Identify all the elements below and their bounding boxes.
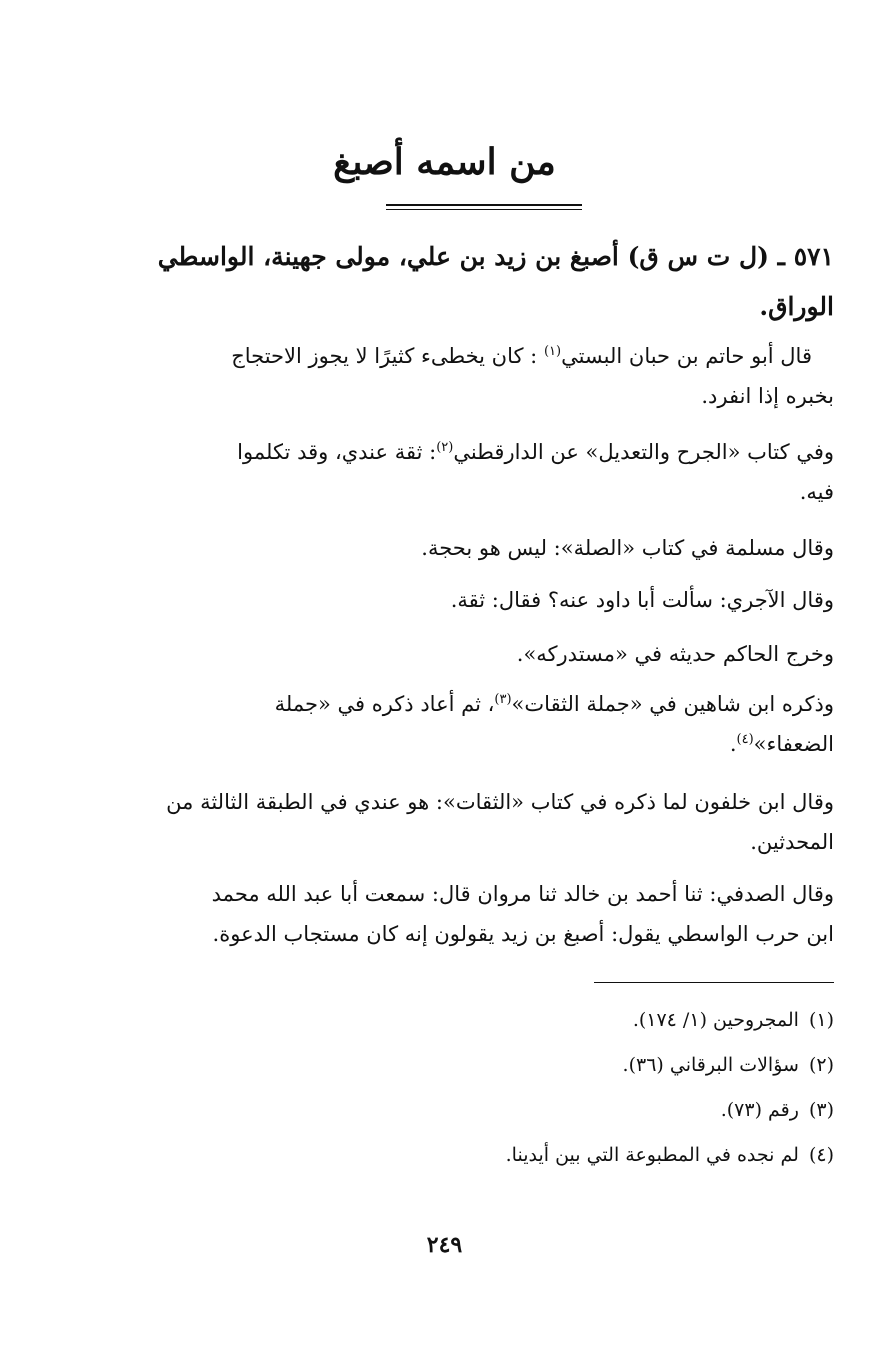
paragraph-line: بخبره إذا انفرد. xyxy=(701,384,834,408)
paragraph-line: وقال مسلمة في كتاب «الصلة»: ليس هو بحجة. xyxy=(421,536,834,560)
paragraph-ibn-khalfun xyxy=(136,782,834,862)
footnote-ref[interactable]: (٢) xyxy=(436,440,454,455)
paragraph-line: الضعفاء»$^{(٤)}$. xyxy=(729,732,834,756)
footnote-item xyxy=(136,1088,834,1133)
footnote-item xyxy=(136,1043,834,1088)
paragraph-line: وقال الصدفي: ثنا أحمد بن خالد ثنا مروان قال: سمعت أبا عبد الله محمد xyxy=(211,882,834,906)
footnote-ref[interactable]: (٤) xyxy=(736,732,754,747)
paragraph-jarh-tadil xyxy=(136,432,834,512)
footnote-item xyxy=(136,1133,834,1178)
entry-heading-line-1: ٥٧١ ـ (ل ت س ق) أصبغ بن زيد بن علي، مولى جهينة، الواسطي xyxy=(157,242,834,271)
section-title: من اسمه أصبغ xyxy=(333,141,556,183)
paragraph-line: قال أبو حاتم بن حبان البستي$^{(١)}$ : كان يخطىء كثيرًا لا يجوز الاحتجاج xyxy=(231,344,812,368)
footnote-number: (٢) xyxy=(808,1054,834,1076)
paragraph-line: وخرج الحاكم حديثه في «مستدركه». xyxy=(516,642,834,666)
paragraph-line: ابن حرب الواسطي يقول: أصبغ بن زيد يقولون إنه كان مستجاب الدعوة. xyxy=(212,922,834,946)
paragraph-line: وفي كتاب «الجرح والتعديل» عن الدارقطني$^{(٢)}$: ثقة عندي، وقد تكلموا xyxy=(237,440,834,464)
footnote-separator xyxy=(594,982,834,983)
paragraph-ibn-hibban xyxy=(136,336,834,416)
footnote-number: (٣) xyxy=(808,1099,834,1121)
footnote-text: سؤالات البرقاني (٣٦). xyxy=(622,1054,799,1076)
page-number: ٢٤٩ xyxy=(426,1232,463,1258)
title-underline xyxy=(386,204,582,206)
entry-heading-line-2: الوراق. xyxy=(759,292,834,321)
footnote-number: (٤) xyxy=(808,1144,834,1166)
paragraph-maslama xyxy=(136,528,834,568)
footnote-ref[interactable]: (١) xyxy=(543,344,562,359)
paragraph-line: وذكره ابن شاهين في «جملة الثقات»$^{(٣)}$، ثم أعاد ذكره في «جملة xyxy=(274,692,834,716)
paragraph-sadafi xyxy=(136,874,834,954)
footnote-text: لم نجده في المطبوعة التي بين أيدينا. xyxy=(505,1144,799,1166)
paragraph-hakim xyxy=(136,634,834,674)
footnote-text: المجروحين (١/ ١٧٤). xyxy=(632,1009,799,1031)
footnotes-list xyxy=(136,998,834,1178)
footnote-ref[interactable]: (٣) xyxy=(494,692,512,707)
footnote-text: رقم (٧٣). xyxy=(720,1099,799,1121)
footnote-item xyxy=(136,998,834,1043)
paragraph-line: فيه. xyxy=(799,480,834,504)
footnote-number: (١) xyxy=(808,1009,834,1031)
paragraph-ibn-shahin xyxy=(136,684,834,764)
paragraph-ajurri xyxy=(136,580,834,620)
paragraph-line: المحدثين. xyxy=(750,830,834,854)
paragraph-line: وقال الآجري: سألت أبا داود عنه؟ فقال: ثقة. xyxy=(450,588,834,612)
paragraph-line: وقال ابن خلفون لما ذكره في كتاب «الثقات»: هو عندي في الطبقة الثالثة من xyxy=(166,790,834,814)
entry-heading xyxy=(136,232,834,332)
